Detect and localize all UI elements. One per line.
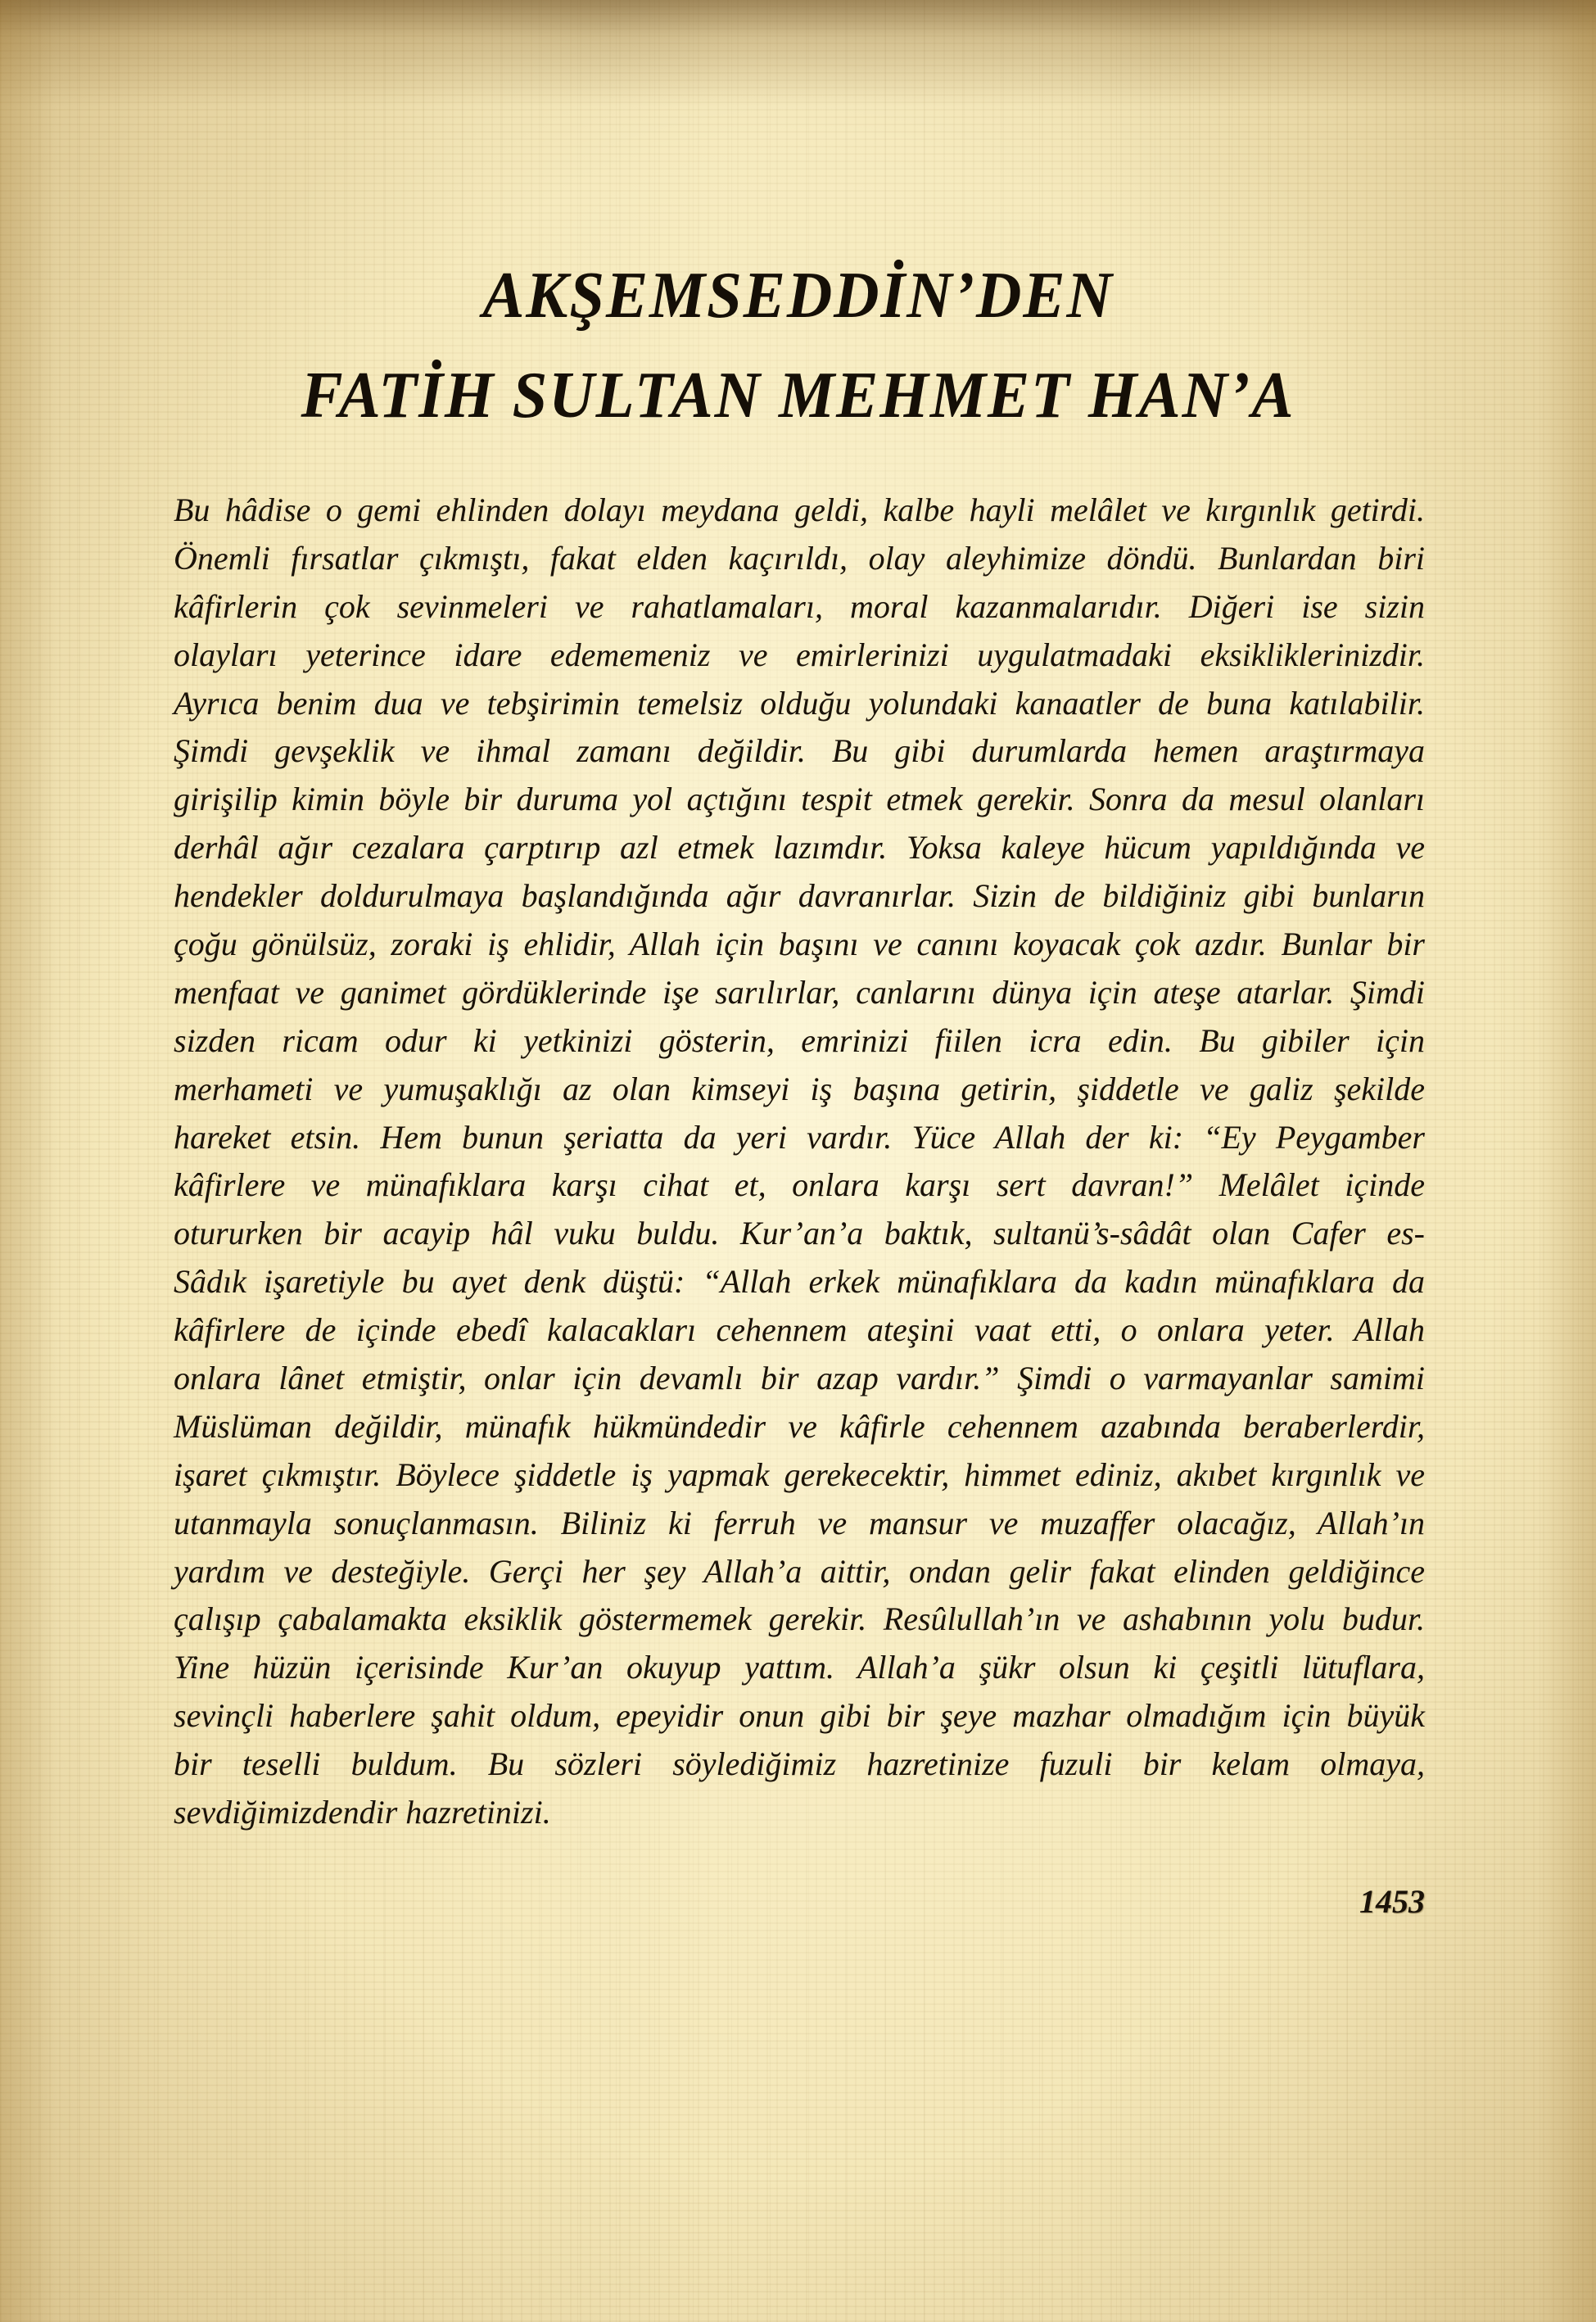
body-line: merhameti ve yumuşaklığı az olan kimseyi iş başına getirin, şiddetle ve galiz şekilde <box>174 1070 1425 1107</box>
body-line: onlara lânet etmiştir, onlar için devamlı bir azap vardır.” Şimdi o varmayanlar samimi <box>174 1360 1425 1397</box>
body-line: Ayrıca benim dua ve tebşirimin temelsiz olduğu yolundaki kanaatler de buna katılabilir. <box>174 684 1425 722</box>
body-line: menfaat ve ganimet gördüklerinde işe sarılırlar, canlarını dünya için ateşe atarlar. Şimdi <box>174 973 1425 1011</box>
body-line: sizden ricam odur ki yetkinizi gösterin, emrinizi fiilen icra edin. Bu gibiler için <box>174 1021 1425 1059</box>
body-line: kâfirlerin çok sevinmeleri ve rahatlamaları, moral kazanmalarıdır. Diğeri ise sizin <box>174 587 1425 625</box>
page-title-line-2: FATİH SULTAN MEHMET HAN’A <box>301 360 1295 432</box>
page-title-line-1: AKŞEMSEDDİN’DEN <box>482 260 1114 332</box>
body-line: girişilip kimin böyle bir duruma yol açtığını tespit etmek gerekir. Sonra da mesul olanları <box>174 781 1425 818</box>
body-line: Sâdık işaretiyle bu ayet denk düştü: “Allah erkek münafıklara da kadın münafıklara da <box>174 1263 1425 1301</box>
body-line: Bu hâdise o gemi ehlinden dolayı meydana geldi, kalbe hayli melâlet ve kırgınlık getirdi. <box>174 491 1425 528</box>
body-line: çalışıp çabalamakta eksiklik göstermemek gerekir. Resûlullah’ın ve ashabının yolu budur. <box>174 1600 1425 1638</box>
year-label: 1453 <box>1359 1883 1425 1920</box>
body-line: sevinçli haberlere şahit oldum, epeyidir onun gibi bir şeye mazhar olmadığım için büyük <box>174 1697 1425 1735</box>
body-line: olayları yeterince idare edememeniz ve emirlerinizi uygulatmadaki eksikliklerinizdir. <box>174 636 1425 673</box>
letter-body <box>174 487 1425 1837</box>
page-title <box>0 246 1596 446</box>
body-line: Müslüman değildir, münafık hükmündedir ve kâfirle cehennem azabında beraberlerdir, <box>174 1407 1425 1445</box>
body-line: Önemli fırsatlar çıkmıştı, fakat elden kaçırıldı, olay aleyhimize döndü. Bunlardan biri <box>174 539 1425 577</box>
body-line: hendekler doldurulmaya başlandığında ağır davranırlar. Sizin de bildiğiniz gibi bunların <box>174 877 1425 915</box>
body-line: Şimdi gevşeklik ve ihmal zamanı değildir. Bu gibi durumlarda hemen araştırmaya <box>174 732 1425 770</box>
body-line: kâfirlere de içinde ebedî kalacakları cehennem ateşini vaat etti, o onlara yeter. Allah <box>174 1311 1425 1349</box>
body-line: bir teselli buldum. Bu sözleri söylediğimiz hazretinize fuzuli bir kelam olmaya, <box>174 1745 1425 1783</box>
body-line: utanmayla sonuçlanmasın. Biliniz ki ferruh ve mansur ve muzaffer olacağız, Allah’ın <box>174 1504 1425 1541</box>
body-line: yardım ve desteğiyle. Gerçi her şey Allah’a aittir, ondan gelir fakat elinden geldiğince <box>174 1552 1425 1590</box>
body-line-last: sevdiğimizdendir hazretinizi. <box>174 1794 551 1831</box>
body-line: Yine hüzün içerisinde Kur’an okuyup yattım. Allah’a şükr olsun ki çeşitli lütuflara, <box>174 1649 1425 1686</box>
body-line: hareket etsin. Hem bunun şeriatta da yeri vardır. Yüce Allah der ki: “Ey Peygamber <box>174 1118 1425 1156</box>
body-line: derhâl ağır cezalara çarptırıp azl etmek lazımdır. Yoksa kaleye hücum yapıldığında ve <box>174 829 1425 867</box>
body-line: işaret çıkmıştır. Böylece şiddetle iş yapmak gerekecektir, himmet ediniz, akıbet kırgınlık ve <box>174 1455 1425 1493</box>
body-line: çoğu gönülsüz, zoraki iş ehlidir, Allah için başını ve canını koyacak çok azdır. Bunlar bir <box>174 926 1425 963</box>
body-line: kâfirlere ve münafıklara karşı cihat et, onlara karşı sert davran!” Melâlet içinde <box>174 1166 1425 1204</box>
body-line: otururken bir acayip hâl vuku buldu. Kur’an’a baktık, sultanü’s-sâdât olan Cafer es- <box>174 1215 1425 1252</box>
